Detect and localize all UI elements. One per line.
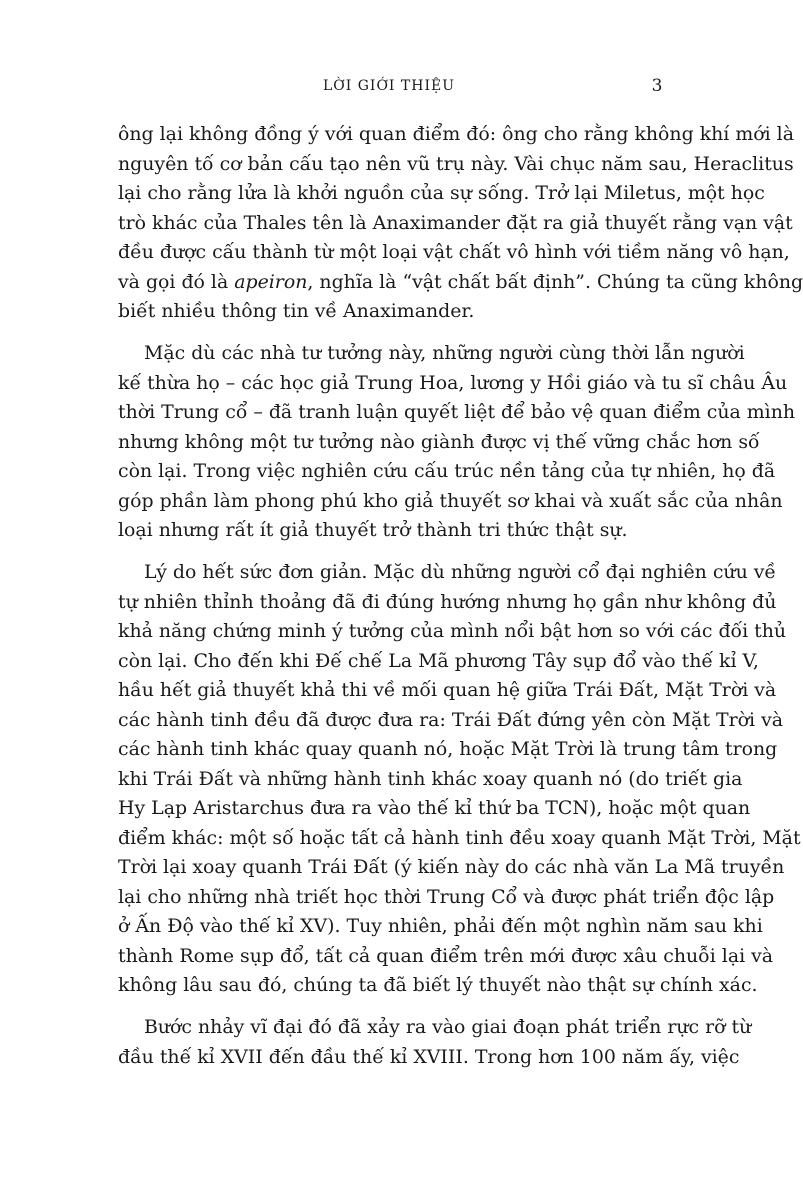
paragraph xyxy=(118,1013,752,1072)
text-line: đầu thế kỉ XVII đến đầu thế kỉ XVIII. Trong hơn 100 năm ấy, việc xyxy=(118,1045,740,1068)
text-line: Mặc dù các nhà tư tưởng này, những người cùng thời lẫn người xyxy=(144,342,745,364)
italic-term: apeiron xyxy=(234,270,308,293)
text-line: tự nhiên thỉnh thoảng đã đi đúng hướng nhưng họ gần như không đủ xyxy=(118,590,777,613)
text-line: nguyên tố cơ bản cấu tạo nên vũ trụ này. Vài chục năm sau, Heraclitus xyxy=(118,152,794,175)
page-number: 3 xyxy=(651,76,663,96)
text-line: hầu hết giả thuyết khả thi về mối quan hệ giữa Trái Đất, Mặt Trời và xyxy=(118,679,777,701)
text-line: ông lại không đồng ý với quan điểm đó: ông cho rằng không khí mới là xyxy=(118,123,794,145)
text-line: các hành tinh đều đã được đưa ra: Trái Đất đứng yên còn Mặt Trời và xyxy=(118,708,784,731)
text-line: không lâu sau đó, chúng ta đã biết lý thuyết nào thật sự chính xác. xyxy=(118,974,758,996)
text-line: thành Rome sụp đổ, tất cả quan điểm trên mới được xâu chuỗi lại và xyxy=(118,944,774,967)
text-line: khi Trái Đất và những hành tinh khác xoay quanh nó (do triết gia xyxy=(118,767,743,790)
text-line: trò khác của Thales tên là Anaximander đặt ra giả thuyết rằng vạn vật xyxy=(118,211,793,234)
section-title: LỜI GIỚI THIỆU xyxy=(322,78,456,94)
running-head xyxy=(0,74,778,98)
text-line: góp phần làm phong phú kho giả thuyết sơ khai và xuất sắc của nhân xyxy=(118,489,783,512)
text-line: nhưng không một tư tưởng nào giành được vị thế vững chắc hơn số xyxy=(118,430,760,453)
text-line: lại cho rằng lửa là khởi nguồn của sự sống. Trở lại Miletus, một học xyxy=(118,182,765,204)
text-line: Trời lại xoay quanh Trái Đất (ý kiến này do các nhà văn La Mã truyền xyxy=(118,856,785,878)
text-line: và gọi đó là apeiron, nghĩa là “vật chất bất định”. Chúng ta cũng không xyxy=(118,270,803,293)
text-line: loại nhưng rất ít giả thuyết trở thành tri thức thật sự. xyxy=(118,519,628,541)
text-line: kế thừa họ – các học giả Trung Hoa, lương y Hồi giáo và tu sĩ châu Âu xyxy=(118,371,788,394)
text-line: các hành tinh khác quay quanh nó, hoặc Mặt Trời là trung tâm trong xyxy=(118,738,778,760)
paragraph xyxy=(118,558,801,1001)
text-line: còn lại. Cho đến khi Đế chế La Mã phương Tây sụp đổ vào thế kỉ V, xyxy=(118,649,759,672)
text-line: đều được cấu thành từ một loại vật chất vô hình với tiềm năng vô hạn, xyxy=(118,241,790,263)
text-line: Hy Lạp Aristarchus đưa ra vào thế kỉ thứ ba TCN), hoặc một quan xyxy=(118,797,751,819)
text-line: khả năng chứng minh ý tưởng của mình nổi bật hơn so với các đối thủ xyxy=(118,620,787,642)
text-line: biết nhiều thông tin về Anaximander. xyxy=(118,300,475,322)
text-line: ở Ấn Độ vào thế kỉ XV). Tuy nhiên, phải đến một nghìn năm sau khi xyxy=(118,915,763,937)
body-text xyxy=(118,120,803,1072)
paragraph xyxy=(118,120,803,327)
text-line: thời Trung cổ – đã tranh luận quyết liệt để bảo vệ quan điểm của mình xyxy=(118,401,796,423)
text-line: Lý do hết sức đơn giản. Mặc dù những người cổ đại nghiên cứu về xyxy=(144,561,777,583)
text-line: lại cho những nhà triết học thời Trung Cổ và được phát triển độc lập xyxy=(118,885,775,908)
paragraph xyxy=(118,339,796,546)
text-line: Bước nhảy vĩ đại đó đã xảy ra vào giai đoạn phát triển rực rỡ từ xyxy=(144,1016,752,1038)
text-line: điểm khác: một số hoặc tất cả hành tinh đều xoay quanh Mặt Trời, Mặt xyxy=(118,826,801,849)
text-line: còn lại. Trong việc nghiên cứu cấu trúc nền tảng của tự nhiên, họ đã xyxy=(118,460,776,482)
